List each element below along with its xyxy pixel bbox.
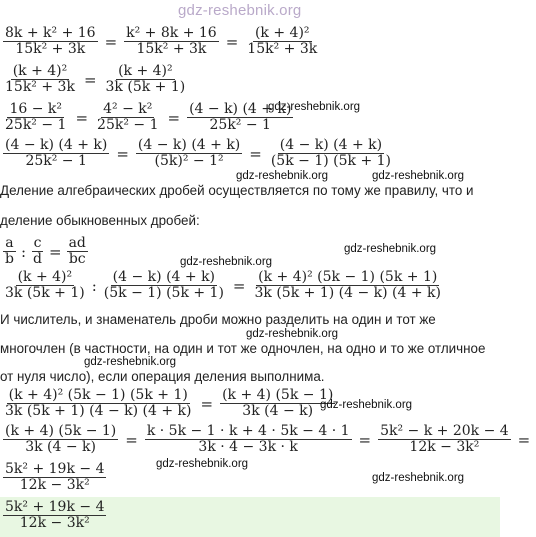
final-answer	[2, 500, 107, 531]
numerator: c	[33, 235, 42, 251]
text-paragraph: от нуля число), если операция деления выполнима.	[0, 369, 325, 384]
denominator: d	[33, 251, 42, 267]
fraction	[269, 138, 393, 169]
watermark: gdz-reshebnik.org	[180, 256, 273, 268]
equals-sign: =	[200, 394, 214, 413]
numerator: (k + 4)²	[12, 63, 68, 79]
numerator: 8k + k² + 16	[5, 25, 96, 41]
equals-sign: =	[167, 108, 181, 127]
equals-sign: =	[83, 70, 97, 89]
equation-6	[2, 388, 336, 419]
denominator: 3k (5k + 1)	[105, 79, 186, 95]
text-paragraph: Деление алгебраических дробей осуществляется по тому же правилу, что и	[0, 183, 474, 198]
numerator: (4 − k) (4 + k)	[279, 137, 383, 153]
numerator: (k + 4)²	[17, 269, 73, 285]
fraction	[3, 102, 68, 133]
equation-5	[2, 270, 444, 301]
numerator: (4 − k) (4 + k)	[137, 137, 241, 153]
equals-sign: =	[232, 276, 246, 295]
denominator: 15k² + 3k	[5, 79, 75, 95]
denominator: 15k² + 3k	[136, 41, 207, 57]
equation-8	[2, 462, 107, 493]
equals-sign: =	[125, 430, 138, 449]
fraction	[378, 424, 511, 455]
watermark: gdz-reshebnik.org	[156, 458, 249, 470]
denominator: (5k − 1) (5k + 1)	[270, 153, 391, 169]
fraction	[104, 64, 188, 95]
watermark: gdz-reshebnik.org	[246, 328, 339, 340]
denominator: 12k − 3k²	[19, 515, 90, 531]
denominator: 25k² − 1	[25, 153, 87, 169]
watermark: gdz-reshebnik.org	[372, 170, 465, 182]
numerator: (k + 4)²	[118, 63, 173, 79]
equation-4	[2, 138, 394, 169]
fraction	[253, 270, 443, 301]
numerator: (k + 4) (5k − 1)	[222, 387, 334, 403]
text-paragraph: И числитель, и знаменатель дроби можно разделить на один и тот же	[0, 312, 436, 327]
denominator: 3k · 4 − 3k · k	[198, 439, 298, 455]
fraction	[187, 102, 293, 133]
fraction	[67, 236, 88, 267]
numerator: 16 − k²	[9, 101, 62, 117]
fraction	[3, 462, 106, 493]
colon-sign: :	[91, 276, 97, 295]
watermark: gdz-reshebnik.org	[268, 101, 361, 113]
numerator: k · 5k − 1 · k + 4 · 5k − 4 · 1	[146, 423, 350, 439]
fraction	[245, 26, 319, 57]
equals-sign: =	[49, 242, 62, 261]
numerator: 4² − k²	[103, 101, 153, 117]
watermark: gdz-reshebnik.org	[84, 356, 177, 368]
denominator: 3k (5k + 1) (4 − k) (4 + k)	[254, 285, 441, 301]
equals-sign: =	[75, 108, 89, 127]
equation-3	[2, 102, 294, 133]
equation-1	[2, 26, 320, 57]
numerator: (k + 4)²	[254, 25, 310, 41]
numerator: ad	[68, 235, 86, 251]
denominator: 3k (4 − k)	[242, 403, 314, 419]
denominator: 3k (4 − k)	[25, 439, 97, 455]
denominator: 15k² + 3k	[247, 41, 318, 57]
fraction	[3, 500, 106, 531]
fraction	[95, 102, 160, 133]
denominator: 3k (5k + 1)	[5, 285, 85, 301]
numerator: 5k² + 19k − 4	[5, 461, 105, 477]
fraction	[31, 236, 44, 267]
fraction	[3, 236, 16, 267]
denominator: (5k)² − 1²	[154, 153, 224, 169]
fraction	[124, 26, 219, 57]
equals-sign: =	[358, 430, 372, 449]
watermark: gdz-reshebnik.org	[344, 243, 437, 255]
watermark-top: gdz-reshebnik.org	[178, 2, 302, 19]
fraction	[3, 270, 87, 301]
watermark: gdz-reshebnik.org	[236, 170, 329, 182]
denominator: 25k² − 1	[209, 117, 271, 133]
denominator: bc	[68, 251, 86, 267]
numerator: a	[5, 235, 14, 251]
numerator: (4 − k) (4 + k)	[189, 101, 292, 117]
fraction	[102, 270, 226, 301]
fraction	[3, 424, 118, 455]
numerator: (k + 4) (5k − 1)	[5, 423, 117, 439]
denominator: 12k − 3k²	[409, 439, 480, 455]
denominator: 12k − 3k²	[19, 477, 90, 493]
watermark: gdz-reshebnik.org	[372, 472, 465, 484]
denominator: 25k² − 1	[5, 117, 67, 133]
equation-2	[2, 64, 188, 95]
equals-sign: =	[249, 144, 262, 163]
fraction	[3, 138, 109, 169]
numerator: (k + 4)² (5k − 1) (5k + 1)	[258, 269, 438, 285]
colon-sign: :	[20, 242, 27, 261]
fraction	[3, 26, 98, 57]
equals-sign: =	[104, 32, 118, 51]
denominator: b	[5, 251, 14, 267]
watermark: gdz-reshebnik.org	[320, 399, 413, 411]
numerator: (4 − k) (4 + k)	[5, 137, 108, 153]
denominator: 25k² − 1	[97, 117, 159, 133]
numerator: 5k² − k + 20k − 4	[380, 423, 509, 439]
numerator: k² + 8k + 16	[126, 25, 217, 41]
equals-sign: =	[517, 430, 531, 449]
fraction	[3, 64, 77, 95]
fraction	[3, 388, 193, 419]
equals-sign: =	[225, 32, 239, 51]
denominator: (5k − 1) (5k + 1)	[103, 285, 224, 301]
equation-7	[2, 424, 536, 455]
equals-sign: =	[116, 144, 129, 163]
numerator: 5k² + 19k − 4	[5, 499, 105, 515]
denominator: 3k (5k + 1) (4 − k) (4 + k)	[5, 403, 192, 419]
numerator: (4 − k) (4 + k)	[112, 269, 216, 285]
text-paragraph: многочлен (в частности, на один и тот же одночлен, на одно и то же отличное	[0, 341, 486, 356]
denominator: 15k² + 3k	[15, 41, 86, 57]
fraction	[145, 424, 352, 455]
text-paragraph: деление обыкновенных дробей:	[0, 213, 200, 228]
fraction	[220, 388, 335, 419]
division-rule	[2, 236, 89, 267]
fraction	[136, 138, 242, 169]
numerator: (k + 4)² (5k − 1) (5k + 1)	[8, 387, 188, 403]
